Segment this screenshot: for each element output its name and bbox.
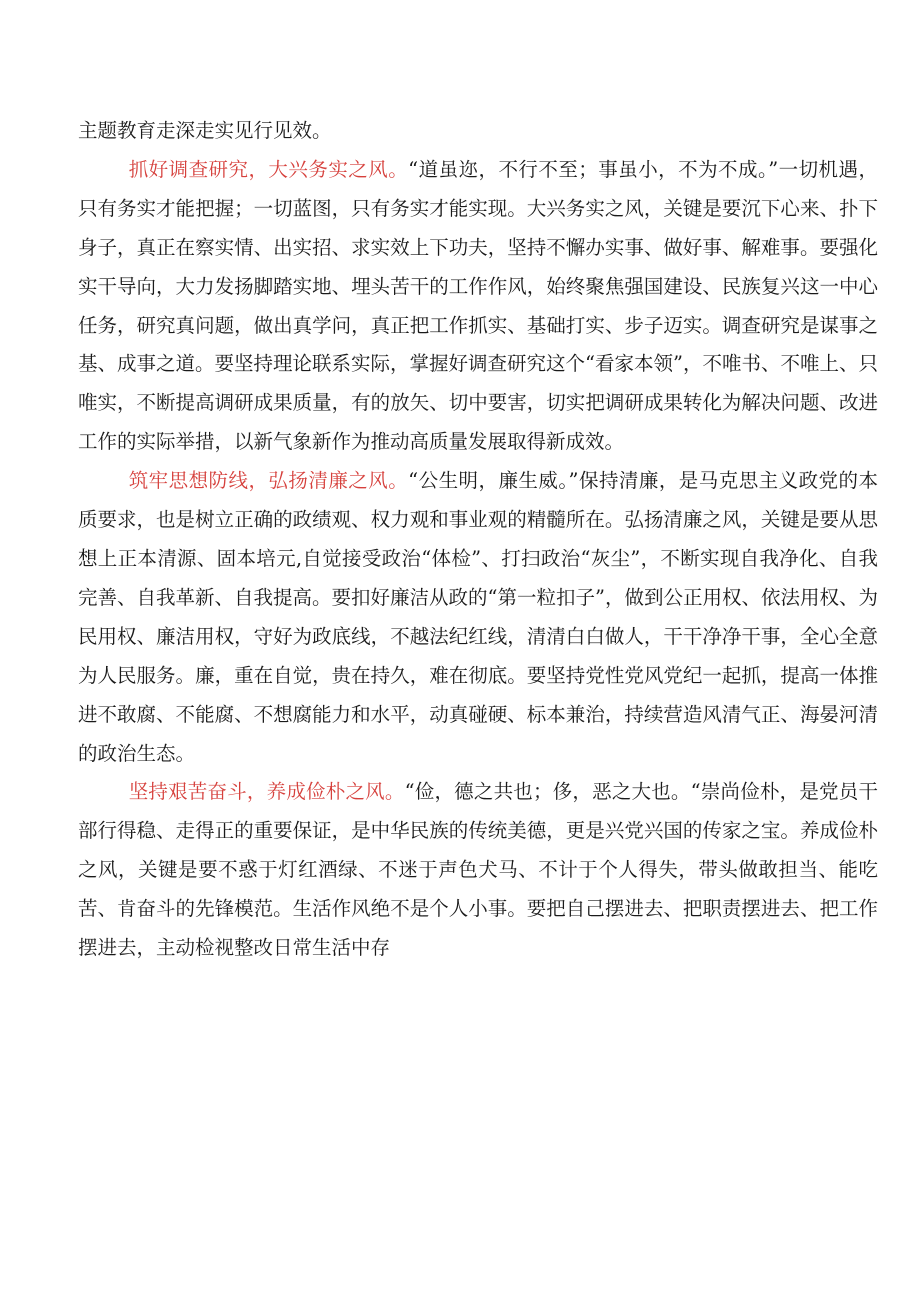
paragraph-body: 主题教育走深走实见行见效。 [78, 119, 332, 142]
section-heading-pragmatism: 抓好调查研究，大兴务实之风。 [128, 157, 409, 181]
paragraph-pragmatism [78, 151, 878, 462]
paragraph-integrity [78, 462, 878, 773]
paragraph-body: “俭，德之共也；侈，恶之大也。“崇尚俭朴，是党员干部行得稳、走得正的重要保证，是中华民族的传统美德，更是兴党兴国的传家之宝。养成俭朴之风，关键是要不惑于灯红酒绿、不迷于声色犬马、不计于个人得失，带头做敢担当、能吃苦、肯奋斗的先锋模范。生活作风绝不是个人小事。要把自己摆进去、把职责摆进去、把工作摆进去，主动检视整改日常生活中存 [78, 780, 878, 960]
paragraph-body: “道虽迩，不行不至；事虽小，不为不成。”一切机遇，只有务实才能把握；一切蓝图，只有务实才能实现。大兴务实之风，关键是要沉下心来、扑下身子，真正在察实情、出实招、求实效上下功夫，坚持不懈办实事、做好事、解难事。要强化实干导向，大力发扬脚踏实地、埋头苦干的工作作风，始终聚焦强国建设、民族复兴这一中心任务，研究真问题，做出真学问，真正把工作抓实、基础打实、步子迈实。调查研究是谋事之基、成事之道。要坚持理论联系实际，掌握好调查研究这个“看家本领”，不唯书、不唯上、只唯实，不断提高调研成果质量，有的放矢、切中要害，切实把调研成果转化为解决问题、改进工作的实际举措，以新气象新作为推动高质量发展取得新成效。 [78, 157, 878, 454]
document-body [78, 112, 878, 968]
section-heading-frugality: 坚持艰苦奋斗，养成俭朴之风。 [128, 780, 405, 804]
paragraph-body: “公生明，廉生威。”保持清廉，是马克思主义政党的本质要求，也是树立正确的政绩观、权力观和事业观的精髓所在。弘扬清廉之风，关键是要从思想上正本清源、固本培元,自觉接受政治“体检”、打扫政治“灰尘”，不断实现自我净化、自我完善、自我革新、自我提高。要扣好廉洁从政的“第一粒扣子”，做到公正用权、依法用权、为民用权、廉洁用权，守好为政底线，不越法纪红线，清清白白做人，干干净净干事，全心全意为人民服务。廉，重在自觉，贵在持久，难在彻底。要坚持党性党风党纪一起抓，提高一体推进不敢腐、不能腐、不想腐能力和水平，动真碰硬、标本兼治，持续营造风清气正、海晏河清的政治生态。 [78, 469, 878, 765]
paragraph-continuation [78, 112, 878, 151]
section-heading-integrity: 筑牢思想防线，弘扬清廉之风。 [128, 469, 409, 493]
paragraph-frugality [78, 773, 878, 968]
